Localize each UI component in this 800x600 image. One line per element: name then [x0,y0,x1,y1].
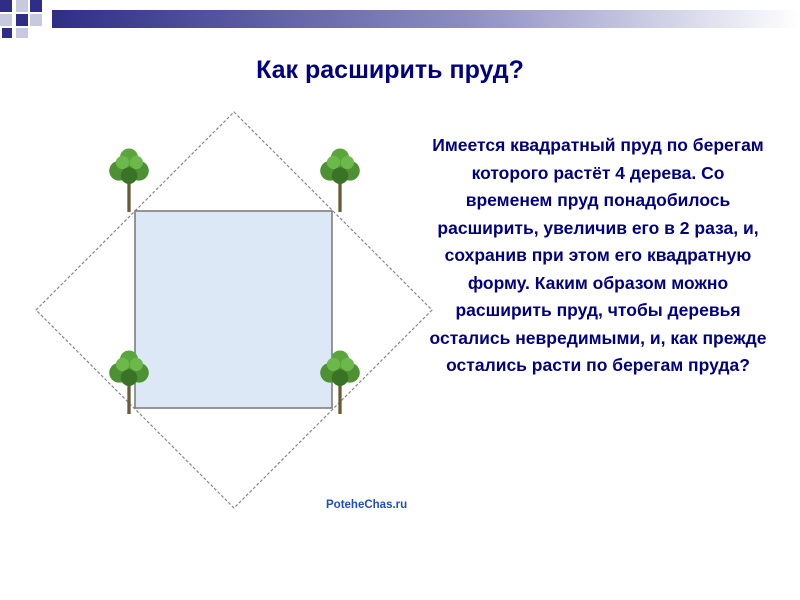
problem-text: Имеется квадратный пруд по берегам которого растёт 4 дерева. Со временем пруд понадобилось расширить, увеличив его в 2 раза, и, сохранив при этом его квадратную форму. Каким образом можно расширить пруд, чтобы деревья остались невредимыми, и, как прежде остались расти по берегам пруда? [429,135,767,375]
tree-top-right [320,148,360,212]
slide-title: Как расширить пруд? [256,56,524,84]
pond-square [135,211,332,408]
watermark-text: PoteheChas.ru [326,499,408,511]
